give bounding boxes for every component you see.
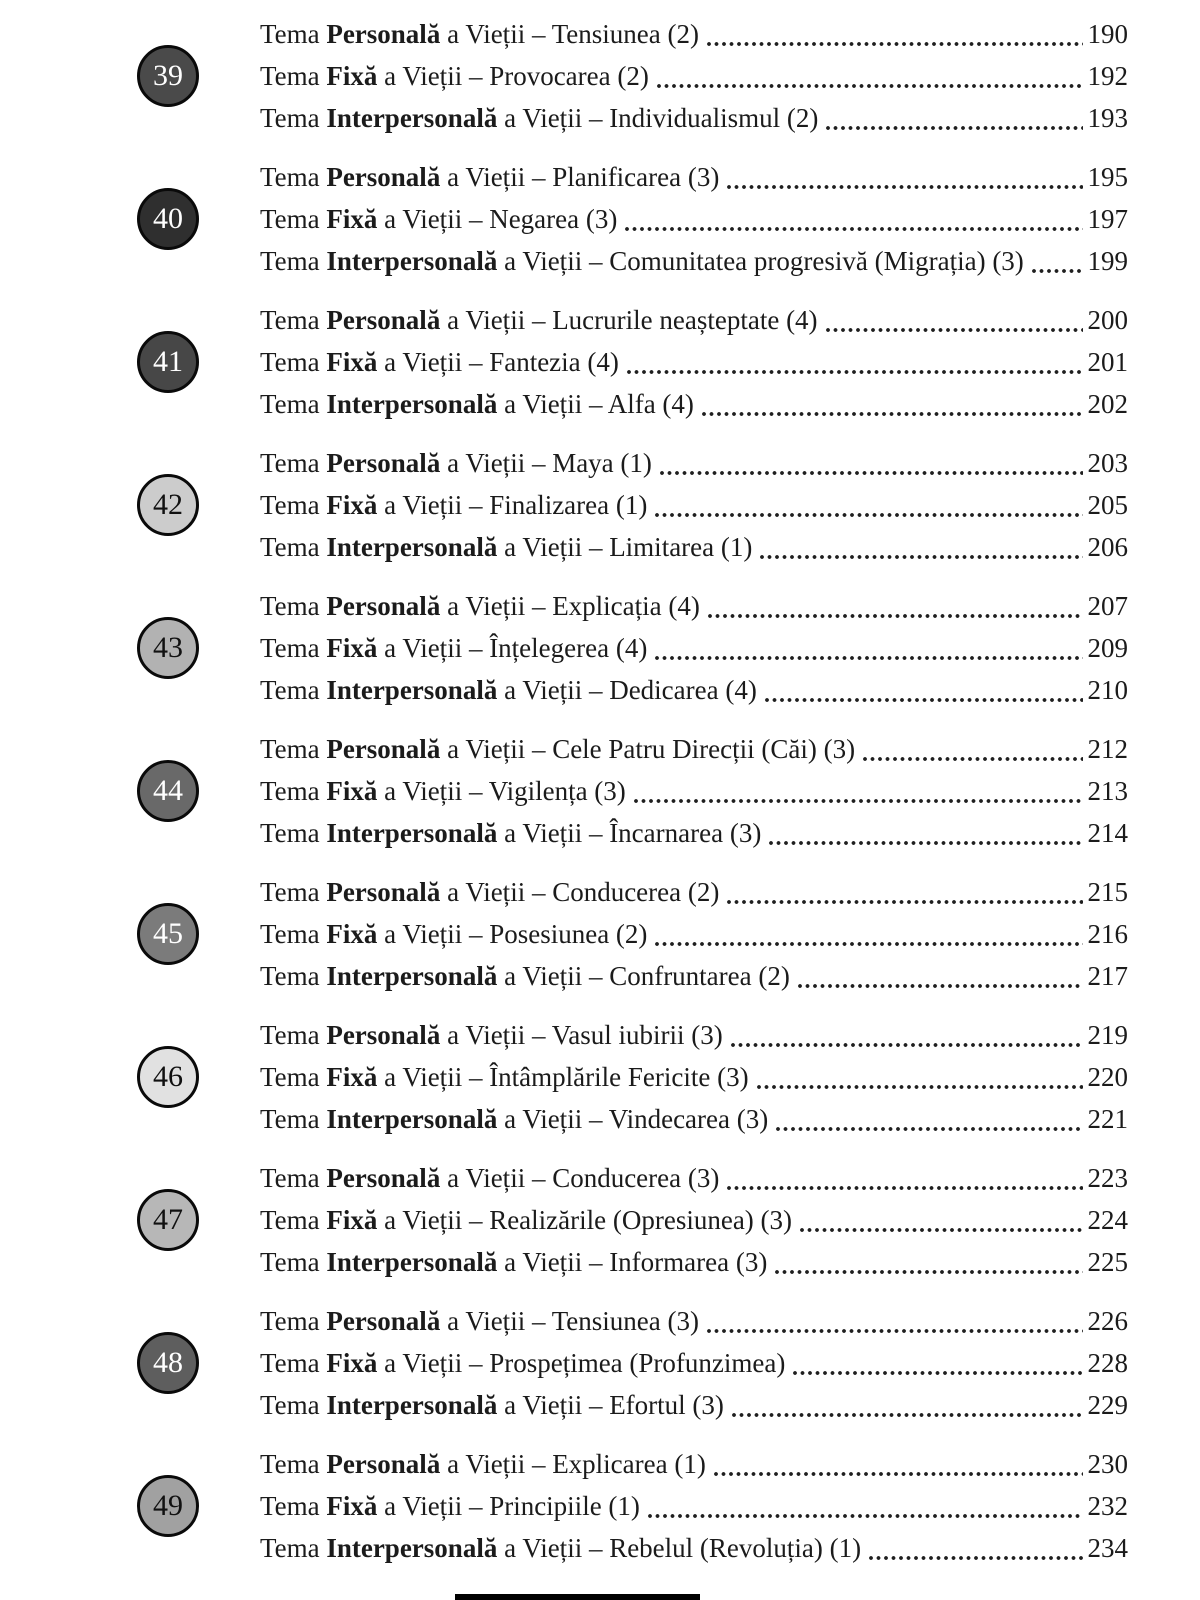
dot-leader: [656, 83, 1083, 89]
toc-entry-text: Tema Interpersonală a Vieții – Vindecarea (3): [260, 1104, 769, 1134]
dot-leader: [706, 41, 1082, 47]
toc-entries: [260, 156, 1128, 282]
page-number: 212: [1087, 734, 1128, 764]
page-number: 216: [1087, 919, 1128, 949]
toc-entry-text: Tema Personală a Vieții – Planificarea (3): [260, 162, 720, 192]
page-number: 221: [1087, 1104, 1128, 1134]
toc-entries: [260, 1157, 1128, 1283]
dot-leader: [706, 1328, 1082, 1334]
badge-column: [137, 1475, 260, 1537]
toc-entry-keyword: Personală: [326, 1163, 441, 1193]
toc-entry-text: Tema Interpersonală a Vieții – Comunitatea progresivă (Migrația) (3): [260, 246, 1024, 276]
toc-block: [137, 728, 1128, 854]
chapter-number-badge: 41: [137, 331, 199, 393]
toc-entries: [260, 728, 1128, 854]
chapter-number-badge: 44: [137, 760, 199, 822]
toc-entry: [260, 1056, 1128, 1098]
chapter-number-badge: 48: [137, 1332, 199, 1394]
dot-leader: [707, 613, 1083, 619]
dot-leader: [633, 798, 1083, 804]
toc-entry: [260, 669, 1128, 711]
toc-entry-keyword: Personală: [326, 877, 441, 907]
dot-leader: [825, 125, 1082, 131]
toc-entry-keyword: Fixă: [326, 347, 378, 377]
chapter-number-badge: 47: [137, 1189, 199, 1251]
toc-entry-text: Tema Interpersonală a Vieții – Rebelul (Revoluția) (1): [260, 1533, 862, 1563]
toc-entry-keyword: Personală: [326, 448, 441, 478]
toc-entry: [260, 1241, 1128, 1283]
toc-entry-text: Tema Fixă a Vieții – Înțelegerea (4): [260, 633, 648, 663]
badge-column: [137, 188, 260, 250]
page-number: 206: [1087, 532, 1128, 562]
toc-entries: [260, 871, 1128, 997]
toc-entry: [260, 1199, 1128, 1241]
page-number: 224: [1087, 1205, 1128, 1235]
dot-leader: [759, 554, 1082, 560]
dot-leader: [768, 840, 1082, 846]
badge-column: [137, 1332, 260, 1394]
toc-entry-text: Tema Interpersonală a Vieții – Individualismul (2): [260, 103, 819, 133]
toc-entries: [260, 1443, 1128, 1569]
badge-column: [137, 331, 260, 393]
toc-entry: [260, 1443, 1128, 1485]
toc-entry-text: Tema Interpersonală a Vieții – Încarnarea (3): [260, 818, 762, 848]
toc-entry-keyword: Interpersonală: [326, 961, 498, 991]
page-number: 232: [1087, 1491, 1128, 1521]
toc-block: [137, 585, 1128, 711]
toc-entry-text: Tema Personală a Vieții – Explicația (4): [260, 591, 700, 621]
badge-column: [137, 474, 260, 536]
toc-entry-text: Tema Personală a Vieții – Tensiunea (2): [260, 19, 700, 49]
toc-entry-keyword: Fixă: [326, 204, 378, 234]
dot-leader: [624, 226, 1082, 232]
dot-leader: [726, 1185, 1082, 1191]
page-number: 195: [1087, 162, 1128, 192]
toc-entry: [260, 341, 1128, 383]
page-number: 205: [1087, 490, 1128, 520]
toc-entry: [260, 812, 1128, 854]
page-number: 226: [1087, 1306, 1128, 1336]
toc-entry-text: Tema Fixă a Vieții – Negarea (3): [260, 204, 618, 234]
toc-entry: [260, 955, 1128, 997]
toc-entry-keyword: Interpersonală: [326, 1247, 498, 1277]
page-number: 207: [1087, 591, 1128, 621]
toc-entry-text: Tema Interpersonală a Vieții – Limitarea (1): [260, 532, 753, 562]
toc-entry-keyword: Fixă: [326, 776, 378, 806]
toc-entry-keyword: Interpersonală: [326, 246, 498, 276]
toc-entry: [260, 1485, 1128, 1527]
chapter-number-badge: 42: [137, 474, 199, 536]
toc-entry-keyword: Personală: [326, 305, 441, 335]
dot-leader: [799, 1227, 1082, 1233]
toc-entry-keyword: Personală: [326, 162, 441, 192]
toc-entry: [260, 156, 1128, 198]
toc-entry: [260, 1384, 1128, 1426]
page-number: 200: [1087, 305, 1128, 335]
toc-entry-text: Tema Personală a Vieții – Maya (1): [260, 448, 652, 478]
toc-entry-text: Tema Personală a Vieții – Conducerea (3): [260, 1163, 720, 1193]
toc-entry-text: Tema Interpersonală a Vieții – Dedicarea (4): [260, 675, 757, 705]
toc-entry-keyword: Interpersonală: [326, 1390, 498, 1420]
dot-leader: [792, 1370, 1082, 1376]
toc-entries: [260, 13, 1128, 139]
toc-entry-text: Tema Fixă a Vieții – Prospețimea (Profunzimea): [260, 1348, 786, 1378]
page-number: 213: [1087, 776, 1128, 806]
toc-entries: [260, 299, 1128, 425]
toc-entry: [260, 770, 1128, 812]
toc-entry-text: Tema Personală a Vieții – Conducerea (2): [260, 877, 720, 907]
toc-entry-keyword: Interpersonală: [326, 532, 498, 562]
toc-entry-keyword: Interpersonală: [326, 1533, 498, 1563]
toc-entry: [260, 240, 1128, 282]
chapter-number-badge: 39: [137, 45, 199, 107]
page-number: 209: [1087, 633, 1128, 663]
toc-block: [137, 1014, 1128, 1140]
toc-entry-text: Tema Personală a Vieții – Cele Patru Direcții (Căi) (3): [260, 734, 856, 764]
toc-entry-text: Tema Personală a Vieții – Tensiunea (3): [260, 1306, 700, 1336]
toc-entry-keyword: Interpersonală: [326, 103, 498, 133]
toc-entry: [260, 728, 1128, 770]
toc-entry-keyword: Fixă: [326, 633, 378, 663]
toc-block: [137, 442, 1128, 568]
toc-entries: [260, 1014, 1128, 1140]
toc-entry: [260, 55, 1128, 97]
toc-entry-text: Tema Interpersonală a Vieții – Confruntarea (2): [260, 961, 790, 991]
toc-entry-keyword: Personală: [326, 19, 441, 49]
toc-entry: [260, 13, 1128, 55]
toc-entry-keyword: Fixă: [326, 919, 378, 949]
dot-leader: [774, 1269, 1082, 1275]
dot-leader: [1031, 268, 1083, 274]
toc-entry: [260, 484, 1128, 526]
dot-leader: [654, 655, 1082, 661]
toc-entry-keyword: Fixă: [326, 1348, 378, 1378]
dot-leader: [731, 1412, 1083, 1418]
toc-entry-keyword: Interpersonală: [326, 1104, 498, 1134]
toc-entry: [260, 97, 1128, 139]
toc-entry-keyword: Fixă: [326, 1491, 378, 1521]
toc-block: [137, 299, 1128, 425]
page-number: 228: [1087, 1348, 1128, 1378]
page-number: 202: [1087, 389, 1128, 419]
toc-entry: [260, 442, 1128, 484]
page-number: 234: [1087, 1533, 1128, 1563]
page-number: 217: [1087, 961, 1128, 991]
toc-entry: [260, 1098, 1128, 1140]
toc-entries: [260, 1300, 1128, 1426]
toc-entry-text: Tema Interpersonală a Vieții – Alfa (4): [260, 389, 694, 419]
toc-entry-text: Tema Fixă a Vieții – Fantezia (4): [260, 347, 619, 377]
toc-entry: [260, 1014, 1128, 1056]
dot-leader: [659, 470, 1083, 476]
dot-leader: [713, 1471, 1083, 1477]
toc-entry-text: Tema Interpersonală a Vieții – Informarea (3): [260, 1247, 768, 1277]
toc-entry-text: Tema Fixă a Vieții – Provocarea (2): [260, 61, 649, 91]
toc-entry-text: Tema Fixă a Vieții – Posesiunea (2): [260, 919, 648, 949]
toc-entry-text: Tema Fixă a Vieții – Principiile (1): [260, 1491, 640, 1521]
toc-entry-keyword: Personală: [326, 1449, 441, 1479]
toc-entry-keyword: Fixă: [326, 61, 378, 91]
dot-leader: [756, 1084, 1083, 1090]
cropped-text-artifact: [455, 1594, 700, 1600]
badge-column: [137, 1046, 260, 1108]
chapter-number-badge: 40: [137, 188, 199, 250]
page-number: 220: [1087, 1062, 1128, 1092]
toc-entry: [260, 1300, 1128, 1342]
page-number: 230: [1087, 1449, 1128, 1479]
toc-entry-text: Tema Personală a Vieții – Vasul iubirii (3): [260, 1020, 723, 1050]
chapter-number-badge: 46: [137, 1046, 199, 1108]
toc-entry-keyword: Interpersonală: [326, 675, 498, 705]
toc-entry-keyword: Interpersonală: [326, 389, 498, 419]
toc-block: [137, 13, 1128, 139]
chapter-number-badge: 45: [137, 903, 199, 965]
toc-entry: [260, 1157, 1128, 1199]
toc-entry-text: Tema Fixă a Vieții – Vigilența (3): [260, 776, 626, 806]
dot-leader: [730, 1042, 1083, 1048]
toc-block: [137, 871, 1128, 997]
dot-leader: [654, 512, 1082, 518]
toc-entry: [260, 299, 1128, 341]
chapter-number-badge: 43: [137, 617, 199, 679]
toc-entries: [260, 585, 1128, 711]
toc-entry-text: Tema Fixă a Vieții – Finalizarea (1): [260, 490, 648, 520]
toc-entry: [260, 1527, 1128, 1569]
dot-leader: [868, 1555, 1082, 1561]
toc-entry: [260, 913, 1128, 955]
toc-entry: [260, 1342, 1128, 1384]
dot-leader: [825, 327, 1083, 333]
badge-column: [137, 1189, 260, 1251]
toc-entry-text: Tema Fixă a Vieții – Realizările (Opresiunea) (3): [260, 1205, 793, 1235]
badge-column: [137, 617, 260, 679]
dot-leader: [862, 756, 1082, 762]
dot-leader: [726, 184, 1082, 190]
page-number: 219: [1087, 1020, 1128, 1050]
page-number: 197: [1087, 204, 1128, 234]
dot-leader: [775, 1126, 1082, 1132]
toc-entry: [260, 383, 1128, 425]
dot-leader: [647, 1513, 1083, 1519]
badge-column: [137, 903, 260, 965]
toc-entry-keyword: Fixă: [326, 490, 378, 520]
toc-entry-keyword: Personală: [326, 734, 441, 764]
page-number: 199: [1087, 246, 1128, 276]
page-number: 192: [1087, 61, 1128, 91]
toc-entry-text: Tema Fixă a Vieții – Întâmplările Fericite (3): [260, 1062, 749, 1092]
page-number: 190: [1087, 19, 1128, 49]
dot-leader: [726, 899, 1082, 905]
chapter-number-badge: 49: [137, 1475, 199, 1537]
toc-entry-keyword: Personală: [326, 1020, 441, 1050]
page-number: 215: [1087, 877, 1128, 907]
toc-entry-text: Tema Personală a Vieții – Explicarea (1): [260, 1449, 706, 1479]
toc-entry-text: Tema Personală a Vieții – Lucrurile neașteptate (4): [260, 305, 818, 335]
toc-block: [137, 1443, 1128, 1569]
page-number: 203: [1087, 448, 1128, 478]
toc-entry: [260, 526, 1128, 568]
toc-entry: [260, 627, 1128, 669]
toc-entry: [260, 585, 1128, 627]
toc-block: [137, 1157, 1128, 1283]
toc-entry-keyword: Fixă: [326, 1205, 378, 1235]
badge-column: [137, 45, 260, 107]
dot-leader: [654, 941, 1082, 947]
page-number: 193: [1087, 103, 1128, 133]
toc-entry: [260, 871, 1128, 913]
toc-entry-keyword: Personală: [326, 1306, 441, 1336]
toc-entry-text: Tema Interpersonală a Vieții – Efortul (3): [260, 1390, 724, 1420]
page-number: 201: [1087, 347, 1128, 377]
toc-block: [137, 1300, 1128, 1426]
toc-entry: [260, 198, 1128, 240]
page-number: 223: [1087, 1163, 1128, 1193]
page-number: 210: [1087, 675, 1128, 705]
dot-leader: [626, 369, 1083, 375]
toc-entry-keyword: Personală: [326, 591, 441, 621]
toc-entry-keyword: Fixă: [326, 1062, 378, 1092]
dot-leader: [764, 697, 1083, 703]
page-number: 225: [1087, 1247, 1128, 1277]
badge-column: [137, 760, 260, 822]
dot-leader: [797, 983, 1083, 989]
dot-leader: [701, 411, 1083, 417]
page-number: 229: [1087, 1390, 1128, 1420]
toc-entry-keyword: Interpersonală: [326, 818, 498, 848]
toc-block: [137, 156, 1128, 282]
page-number: 214: [1087, 818, 1128, 848]
toc-entries: [260, 442, 1128, 568]
